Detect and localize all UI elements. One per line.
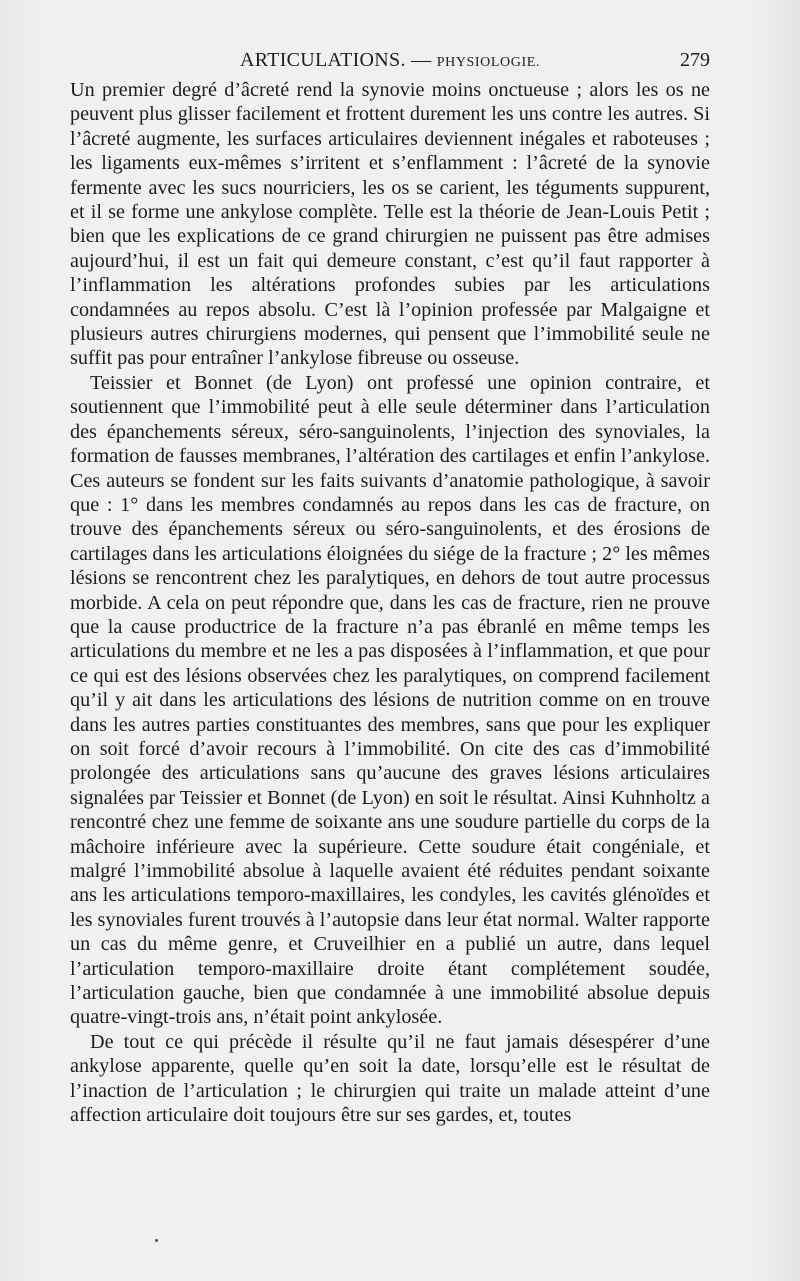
paragraph-1: Un premier degré d’âcreté rend la synovie moins onctueuse ; alors les os ne peuvent plus glisser facilement et frottent durement les uns contre les autres. Si l’âcreté augmente, les surfaces articulaires deviennent inégales et raboteuses ; les ligaments eux-mêmes s’irritent et s’enflamment : l’âcreté de la synovie fermente avec les sucs nourriciers, les os se carient, les téguments suppurent, et il se forme une ankylose complète. Telle est la théorie de Jean-Louis Petit ; bien que les explications de ce grand chirurgien ne puissent pas être admises aujourd’hui, il est un fait qui demeure constant, c’est qu’il faut rapporter à l’inflammation les altérations profondes subies par les articulations condamnées au repos absolu. C’est là l’opinion professée par Malgaigne et plusieurs autres chirurgiens modernes, qui pensent que l’immobilité seule ne suffit pas pour entraîner l’ankylose fibreuse ou osseuse.	[70, 79, 710, 370]
running-header	[70, 46, 710, 76]
title-dash: —	[411, 49, 432, 71]
paragraph-3: De tout ce qui précède il résulte qu’il ne faut jamais désespérer d’une ankylose apparente, quelle qu’en soit la date, lorsqu’elle est le résultat de l’inaction de l’articulation ; le chirurgien qui traite un malade atteint d’une affection articulaire doit toujours être sur ses gardes, et, toutes	[70, 1030, 710, 1127]
ink-speck	[155, 1239, 158, 1242]
body-text	[70, 78, 710, 1127]
section-title: PHYSIOLOGIE.	[436, 55, 540, 70]
page-number: 279	[680, 49, 710, 71]
chapter-title: ARTICULATIONS.	[240, 49, 406, 71]
paragraph-2: Teissier et Bonnet (de Lyon) ont professé une opinion contraire, et soutiennent que l’immobilité peut à elle seule déterminer dans l’articulation des épanchements séreux, séro-sanguinolents, l’injection des synoviales, la formation de fausses membranes, l’altération des cartilages et enfin l’ankylose. Ces auteurs se fondent sur les faits suivants d’anatomie pathologique, à savoir que : 1° dans les membres condamnés au repos dans les cas de fracture, on trouve des épanchements séreux ou séro-sanguinolents, et des érosions de cartilages dans les articulations éloignées du siége de la fracture ; 2° les mêmes lésions se rencontrent chez les paralytiques, en dehors de tout autre processus morbide. A cela on peut répondre que, dans les cas de fracture, rien ne prouve que la cause productrice de la fracture n’a pas ébranlé en même temps les articulations du membre et ne les a pas disposées à l’inflammation, et que pour ce qui est des lésions observées chez les paralytiques, on comprend facilement qu’il y ait dans les articulations des lésions de nutrition comme on en trouve dans les autres parties constituantes des membres, sans que pour les expliquer on soit forcé d’avoir recours à l’immobilité. On cite des cas d’immobilité prolongée des articulations sans qu’aucune des graves lésions articulaires signalées par Teissier et Bonnet (de Lyon) en soit le résultat. Ainsi Kuhnholtz a rencontré chez une femme de soixante ans une soudure partielle du corps de la mâchoire inférieure avec la supérieure. Cette soudure était congéniale, et malgré l’immobilité absolue à laquelle avaient été réduites pendant soixante ans les articulations temporo-maxillaires, les condyles, les cavités glénoïdes et les synoviales furent trouvés à l’autopsie dans leur état normal. Walter rapporte un cas du même genre, et Cruveilhier en a publié un autre, dans lequel l’articulation temporo-maxillaire droite étant complétement soudée, l’articulation gauche, bien que condamnée à une immobilité absolue depuis quatre-vingt-trois ans, n’était point ankylosée.	[70, 371, 710, 1029]
running-title	[70, 46, 710, 77]
